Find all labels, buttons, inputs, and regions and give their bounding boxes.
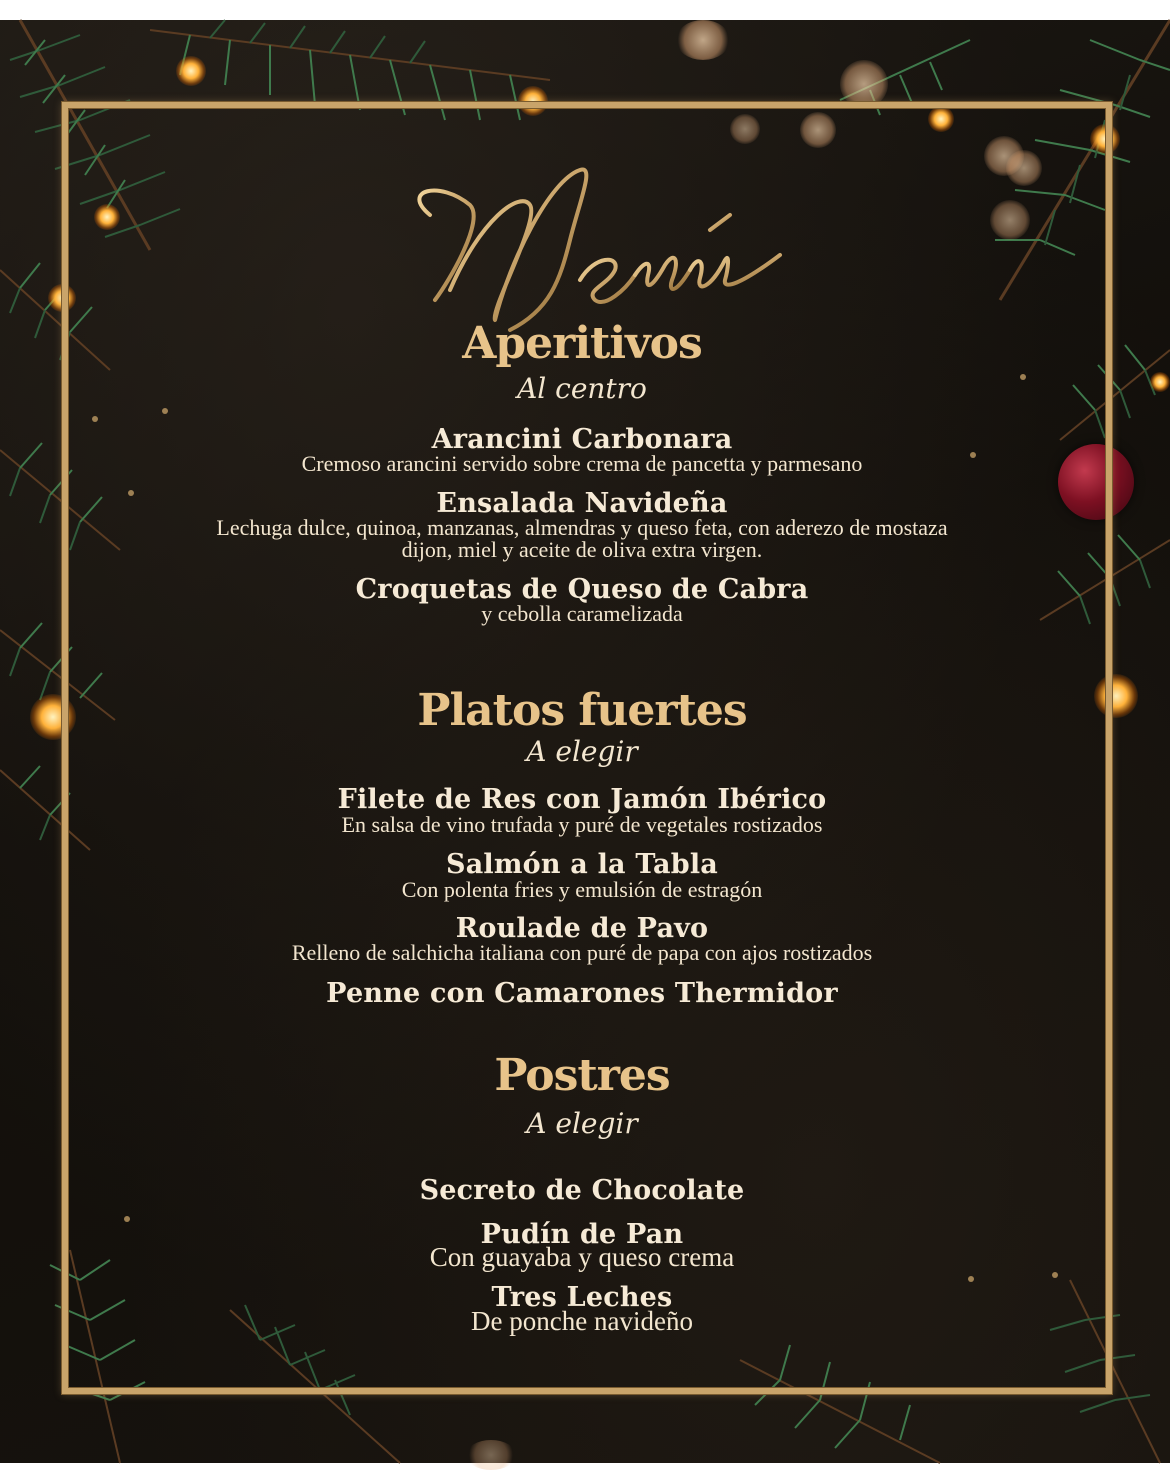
- string-light-icon: [1150, 372, 1170, 392]
- menu-card: [0, 20, 1170, 1463]
- section-title-aperitivos: Aperitivos: [462, 318, 702, 369]
- item-desc-filete: En salsa de vino trufada y puré de vegetales rostizados: [341, 812, 823, 837]
- string-light-icon: [176, 56, 206, 86]
- item-name-tresleches: Tres Leches: [491, 1282, 673, 1313]
- item-desc-croquetas: y cebolla caramelizada: [481, 601, 683, 626]
- bokeh-light-icon: [840, 60, 888, 108]
- item-name-filete: Filete de Res con Jamón Ibérico: [337, 784, 827, 815]
- item-name-salmon: Salmón a la Tabla: [446, 849, 718, 880]
- bokeh-light-icon: [676, 20, 730, 60]
- section-title-platos: Platos fuertes: [417, 685, 747, 736]
- menu-script-title-text: Menú: [380, 145, 427, 164]
- item-name-croquetas: Croquetas de Queso de Cabra: [355, 574, 809, 605]
- item-name-penne: Penne con Camarones Thermidor: [326, 978, 838, 1009]
- item-name-ensalada: Ensalada Navideña: [436, 488, 728, 519]
- item-name-roulade: Roulade de Pavo: [455, 913, 709, 944]
- item-name-arancini: Arancini Carbonara: [431, 424, 733, 455]
- section-subtitle-aperitivos: Al centro: [517, 372, 647, 405]
- item-name-secreto: Secreto de Chocolate: [419, 1175, 745, 1206]
- item-desc-salmon: Con polenta fries y emulsión de estragón: [401, 877, 763, 902]
- item-desc-ensalada: Lechuga dulce, quinoa, manzanas, almendras y queso feta, con aderezo de mostaza dijon, miel y aceite de oliva extra virgen.: [216, 515, 948, 562]
- item-desc-roulade: Relleno de salchicha italiana con puré de papa con ajos rostizados: [291, 940, 873, 965]
- item-name-pudin: Pudín de Pan: [480, 1219, 684, 1250]
- bokeh-light-icon: [466, 1440, 516, 1470]
- section-title-postres: Postres: [494, 1050, 670, 1101]
- item-desc-pudin: Con guayaba y queso crema: [429, 1242, 735, 1272]
- section-subtitle-postres: A elegir: [526, 1107, 638, 1140]
- menu-script-title: [380, 145, 790, 340]
- item-desc-arancini: Cremoso arancini servido sobre crema de pancetta y parmesano: [301, 451, 863, 476]
- item-desc-tresleches: De ponche navideño: [471, 1306, 693, 1336]
- section-subtitle-platos: A elegir: [526, 735, 638, 768]
